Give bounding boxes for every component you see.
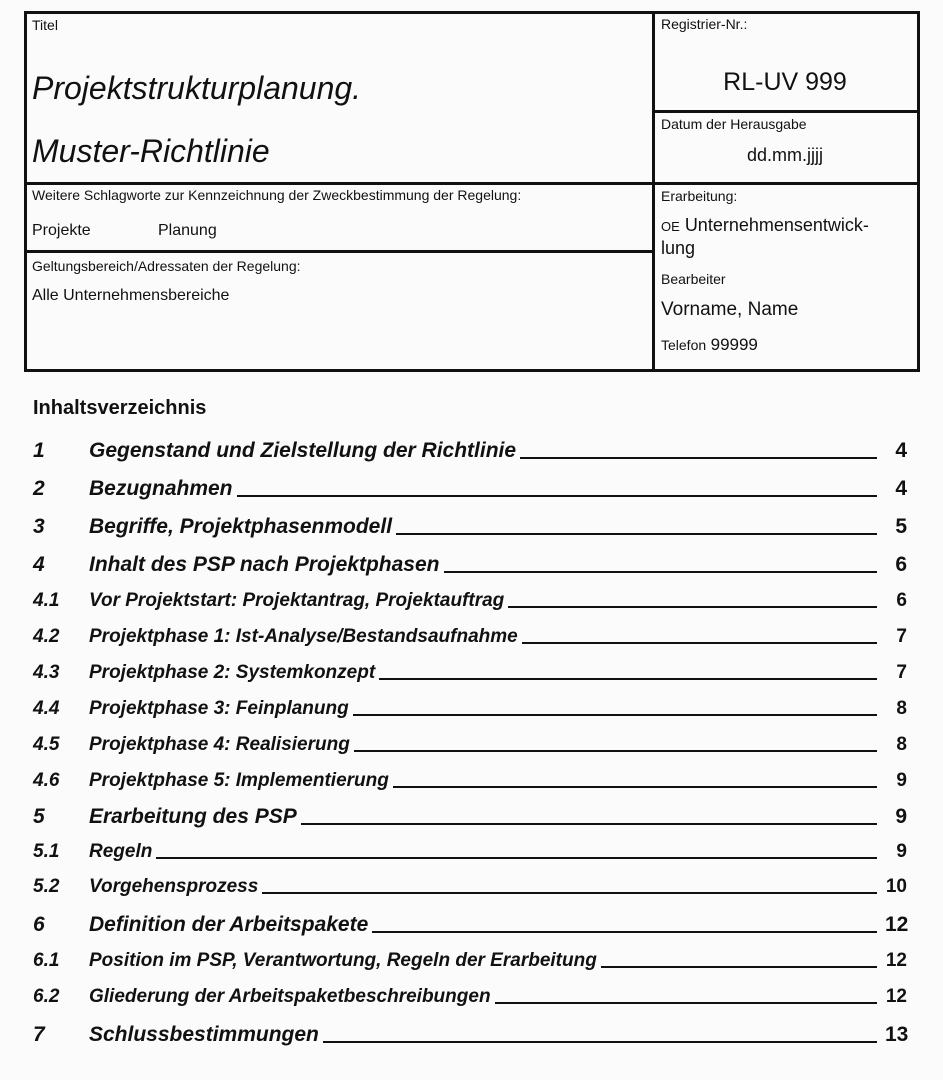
- org-unit: [661, 215, 869, 236]
- date-label: Datum der Herausgabe: [661, 116, 807, 132]
- toc-entry[interactable]: [33, 590, 907, 612]
- toc-entry-title: Definition der Arbeitspakete: [89, 913, 369, 936]
- toc-entry-number: 4.4: [33, 698, 60, 719]
- document-title-line2: Muster-Richtlinie: [32, 133, 270, 169]
- toc-entry-page: 13: [885, 1023, 909, 1046]
- toc-entry-page: 9: [895, 805, 907, 828]
- toc-entry[interactable]: [33, 1023, 907, 1047]
- toc-entry-page: 7: [896, 626, 907, 647]
- telefon: [661, 335, 758, 355]
- bearbeiter-name: Vorname, Name: [661, 299, 799, 320]
- toc-entry[interactable]: [33, 698, 907, 720]
- toc-entry-number: 3: [33, 515, 45, 538]
- toc-leader-line: [354, 750, 877, 752]
- toc-leader-line: [237, 495, 877, 497]
- toc-leader-line: [156, 857, 877, 859]
- toc-entry[interactable]: [33, 734, 907, 756]
- toc-leader-line: [444, 571, 878, 573]
- toc-entry-number: 6.1: [33, 950, 60, 971]
- toc-entry-number: 4.1: [33, 590, 60, 611]
- toc-leader-line: [495, 1002, 877, 1004]
- toc-entry[interactable]: [33, 913, 907, 937]
- toc-heading: Inhaltsverzeichnis: [33, 397, 207, 419]
- toc-entry-page: 8: [896, 734, 907, 755]
- toc-entry-page: 5: [895, 515, 907, 538]
- toc-entry-title: Position im PSP, Verantwortung, Regeln der Erarbeitung: [89, 950, 597, 971]
- org-unit-line2: lung: [661, 238, 696, 258]
- keywords-label: Weitere Schlagworte zur Kennzeichnung der Zweckbestimmung der Regelung:: [32, 187, 522, 203]
- toc-leader-line: [396, 533, 877, 535]
- telefon-label: Telefon: [661, 337, 707, 353]
- scope-label: Geltungsbereich/Adressaten der Regelung:: [32, 258, 301, 274]
- toc-entry-page: 9: [896, 841, 907, 862]
- toc-entry-number: 5.2: [33, 876, 60, 897]
- toc-leader-line: [301, 823, 877, 825]
- toc-entry-page: 7: [896, 662, 907, 683]
- toc-entry-title: Gegenstand und Zielstellung der Richtlinie: [89, 439, 517, 462]
- toc-leader-line: [522, 642, 877, 644]
- toc-entry-title: Inhalt des PSP nach Projektphasen: [89, 553, 440, 576]
- toc-entry[interactable]: [33, 770, 907, 792]
- toc-entry[interactable]: [33, 876, 907, 898]
- document-title-line1: Projektstrukturplanung.: [32, 70, 362, 106]
- toc-entry-title: Regeln: [89, 841, 153, 862]
- oe-prefix: OE: [661, 219, 680, 234]
- toc-entry[interactable]: [33, 477, 907, 501]
- scope-value: Alle Unternehmensbereiche: [32, 287, 230, 304]
- toc-entry-page: 12: [885, 913, 909, 936]
- toc-entry-page: 12: [885, 950, 907, 971]
- toc-entry-number: 1: [33, 439, 45, 462]
- divider: [653, 182, 917, 185]
- registration-number: RL-UV 999: [723, 68, 847, 96]
- toc-entry-page: 6: [896, 590, 907, 611]
- toc-entry-number: 4.2: [33, 626, 60, 647]
- toc-entry-number: 6: [33, 913, 45, 936]
- toc-entry-title: Projektphase 4: Realisierung: [89, 734, 350, 755]
- erarbeitung-label: Erarbeitung:: [661, 188, 738, 204]
- divider: [653, 110, 917, 113]
- toc-entry-title: Schlussbestimmungen: [89, 1023, 319, 1046]
- toc-entry[interactable]: [33, 515, 907, 539]
- toc-entry-title: Projektphase 1: Ist-Analyse/Bestandsaufnahme: [89, 626, 518, 647]
- toc-entry[interactable]: [33, 553, 907, 577]
- toc-entry[interactable]: [33, 662, 907, 684]
- toc-entry-number: 4.5: [33, 734, 60, 755]
- toc-entry-number: 6.2: [33, 986, 60, 1007]
- title-label: Titel: [32, 17, 58, 33]
- telefon-value: 99999: [710, 335, 758, 354]
- toc-entry-number: 4: [33, 553, 45, 576]
- issue-date: dd.mm.jjjj: [746, 145, 823, 165]
- toc-entry-title: Erarbeitung des PSP: [89, 805, 297, 828]
- keyword-1: Projekte: [32, 222, 91, 239]
- toc-entry-page: 8: [896, 698, 907, 719]
- toc-entry-page: 4: [895, 439, 907, 462]
- toc-entry-page: 4: [895, 477, 907, 500]
- org-unit-line1: Unternehmensentwick-: [684, 215, 869, 235]
- toc-entry-number: 4.6: [33, 770, 60, 791]
- toc-entry[interactable]: [33, 626, 907, 648]
- toc-entry-page: 9: [896, 770, 907, 791]
- toc-entry-title: Projektphase 3: Feinplanung: [89, 698, 349, 719]
- toc-leader-line: [393, 786, 877, 788]
- toc-leader-line: [379, 678, 877, 680]
- toc-entry[interactable]: [33, 439, 907, 463]
- toc-entry-title: Projektphase 2: Systemkonzept: [89, 662, 376, 683]
- toc-entry-title: Begriffe, Projektphasenmodell: [89, 515, 393, 538]
- keyword-2: Planung: [158, 222, 217, 239]
- toc-entry-title: Gliederung der Arbeitspaketbeschreibungen: [89, 986, 491, 1007]
- toc-entry-title: Bezugnahmen: [89, 477, 233, 500]
- toc-entry-page: 10: [885, 876, 907, 897]
- toc-leader-line: [601, 966, 877, 968]
- toc-entry[interactable]: [33, 950, 907, 972]
- divider: [24, 182, 654, 185]
- toc-entry-page: 6: [895, 553, 907, 576]
- toc-entry-title: Vor Projektstart: Projektantrag, Projektauftrag: [89, 590, 505, 611]
- toc-leader-line: [372, 931, 877, 933]
- toc-leader-line: [508, 606, 877, 608]
- toc-entry-number: 5.1: [33, 841, 60, 862]
- toc-leader-line: [520, 457, 877, 459]
- registration-label: Registrier-Nr.:: [661, 16, 748, 32]
- toc-entry-number: 5: [33, 805, 45, 828]
- bearbeiter-label: Bearbeiter: [661, 271, 726, 287]
- toc-entry-page: 12: [885, 986, 907, 1007]
- toc-leader-line: [323, 1041, 877, 1043]
- toc-entry[interactable]: [33, 986, 907, 1008]
- divider: [652, 11, 655, 369]
- toc-entry-number: 2: [33, 477, 45, 500]
- toc-entry[interactable]: [33, 841, 907, 863]
- toc-entry-title: Projektphase 5: Implementierung: [89, 770, 389, 791]
- divider: [24, 250, 654, 253]
- toc-entry-number: 4.3: [33, 662, 60, 683]
- toc-entry[interactable]: [33, 805, 907, 829]
- toc-leader-line: [262, 892, 877, 894]
- toc-entry-title: Vorgehensprozess: [89, 876, 259, 897]
- toc-entry-number: 7: [33, 1023, 45, 1046]
- toc-leader-line: [353, 714, 877, 716]
